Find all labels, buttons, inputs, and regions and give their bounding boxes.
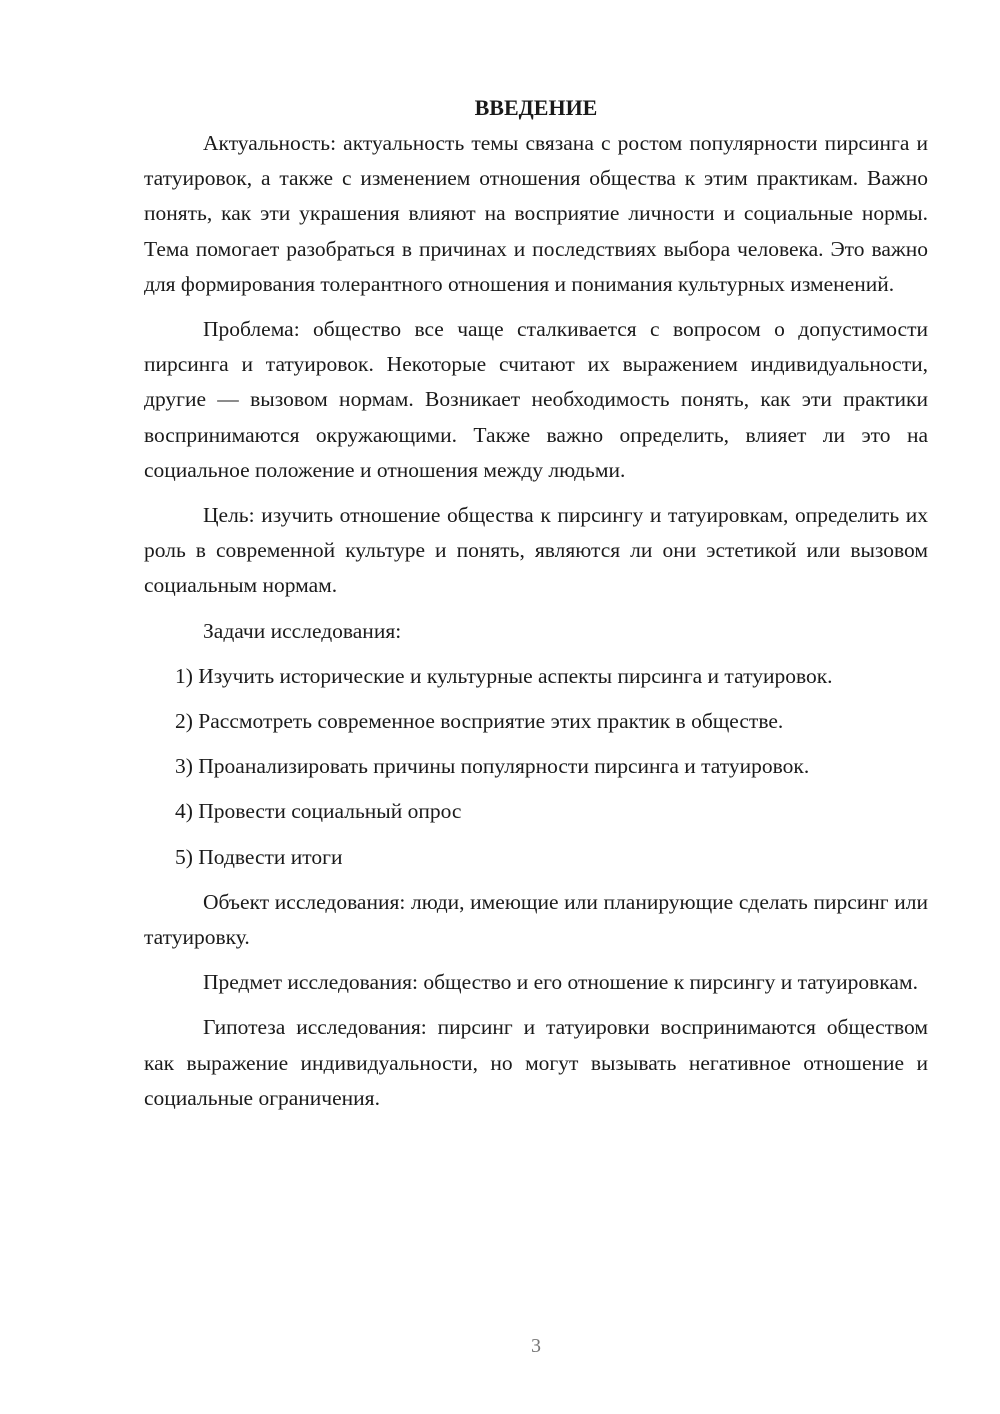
section-title: ВВЕДЕНИЕ xyxy=(474,95,598,120)
document-page xyxy=(144,90,928,1116)
problem-paragraph: Проблема: общество все чаще сталкивается с вопросом о допустимости пирсинга и татуировок. Некоторые считают их выражением индивидуальности, другие — вызовом нормам. Возникает необходимость понять, как эти практики воспринимаются окружающими. Также важно определить, влияет ли это на социальное положение и отношения между людьми. xyxy=(144,317,928,482)
relevance-paragraph: Актуальность: актуальность темы связана с ростом популярности пирсинга и татуировок, а также с изменением отношения общества к этим практикам. Важно понять, как эти украшения влияют на восприятие личности и социальные нормы. Тема помогает разобраться в причинах и последствиях выбора человека. Это важно для формирования толерантного отношения и понимания культурных изменений. xyxy=(144,131,928,296)
task-item-5: 5) Подвести итоги xyxy=(175,844,343,869)
object-paragraph: Объект исследования: люди, имеющие или планирующие сделать пирсинг или татуировку. xyxy=(144,889,928,950)
page-number: 3 xyxy=(531,1335,541,1357)
goal-paragraph: Цель: изучить отношение общества к пирсингу и татуировкам, определить их роль в современной культуре и понять, являются ли они эстетикой или вызовом социальным нормам. xyxy=(144,503,928,598)
hypothesis-paragraph: Гипотеза исследования: пирсинг и татуировки воспринимаются обществом как выражение индивидуальности, но могут вызывать негативное отношение и социальные ограничения. xyxy=(144,1015,928,1110)
subject-paragraph: Предмет исследования: общество и его отношение к пирсингу и татуировкам. xyxy=(203,970,918,995)
task-item-1: 1) Изучить исторические и культурные аспекты пирсинга и татуировок. xyxy=(175,663,833,688)
tasks-heading: Задачи исследования: xyxy=(203,618,402,643)
task-item-2: 2) Рассмотреть современное восприятие этих практик в обществе. xyxy=(175,709,784,734)
task-item-3: 3) Проанализировать причины популярности пирсинга и татуировок. xyxy=(175,754,810,779)
task-item-4: 4) Провести социальный опрос xyxy=(175,799,462,824)
